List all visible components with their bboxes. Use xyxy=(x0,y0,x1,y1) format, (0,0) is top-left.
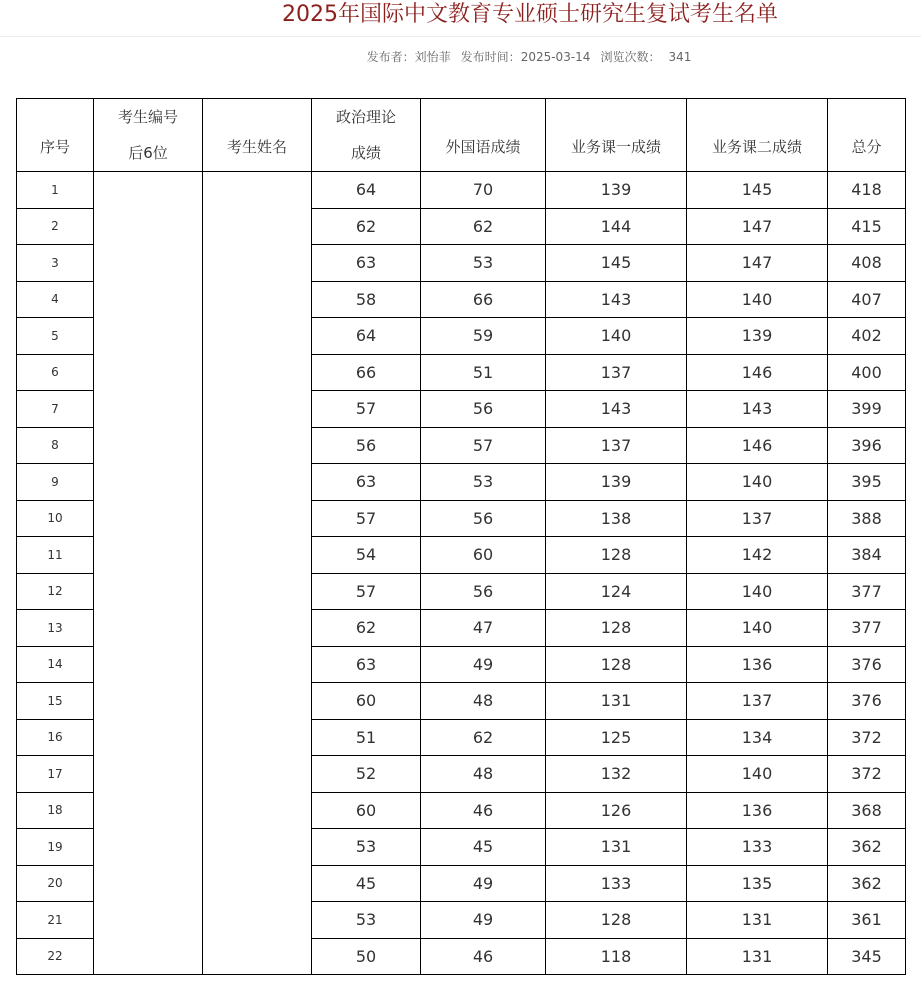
cell-foreign-language-score: 62 xyxy=(421,719,546,756)
table-row xyxy=(17,938,906,975)
cell-total-score: 372 xyxy=(828,756,906,793)
cell-candidate-id xyxy=(94,646,203,683)
cell-candidate-name xyxy=(203,646,312,683)
cell-candidate-id xyxy=(94,829,203,866)
cell-candidate-id xyxy=(94,573,203,610)
cell-seq: 6 xyxy=(17,354,94,391)
cell-candidate-id xyxy=(94,391,203,428)
cell-course-1-score: 139 xyxy=(546,172,687,209)
article-meta xyxy=(0,48,921,65)
table-row xyxy=(17,610,906,647)
table-row xyxy=(17,646,906,683)
cell-course-2-score: 135 xyxy=(687,865,828,902)
cell-foreign-language-score: 56 xyxy=(421,573,546,610)
cell-candidate-id xyxy=(94,756,203,793)
cell-total-score: 376 xyxy=(828,683,906,720)
cell-course-1-score: 138 xyxy=(546,500,687,537)
cell-politics-score: 51 xyxy=(312,719,421,756)
cell-politics-score: 66 xyxy=(312,354,421,391)
cell-politics-score: 62 xyxy=(312,610,421,647)
cell-total-score: 384 xyxy=(828,537,906,574)
cell-politics-score: 63 xyxy=(312,245,421,282)
cell-candidate-name xyxy=(203,610,312,647)
cell-foreign-language-score: 59 xyxy=(421,318,546,355)
cell-total-score: 396 xyxy=(828,427,906,464)
cell-candidate-id xyxy=(94,354,203,391)
table-row xyxy=(17,719,906,756)
cell-candidate-id xyxy=(94,683,203,720)
cell-course-1-score: 128 xyxy=(546,902,687,939)
table-row xyxy=(17,354,906,391)
cell-course-2-score: 137 xyxy=(687,683,828,720)
publisher-label: 发布者： xyxy=(366,50,415,64)
cell-total-score: 408 xyxy=(828,245,906,282)
cell-total-score: 361 xyxy=(828,902,906,939)
cell-candidate-id xyxy=(94,865,203,902)
cell-course-2-score: 140 xyxy=(687,281,828,318)
table-row xyxy=(17,427,906,464)
cell-course-2-score: 147 xyxy=(687,245,828,282)
cell-politics-score: 60 xyxy=(312,683,421,720)
cell-candidate-id xyxy=(94,610,203,647)
header-total: 总分 xyxy=(828,99,906,172)
cell-politics-score: 53 xyxy=(312,829,421,866)
cell-seq: 18 xyxy=(17,792,94,829)
title-divider xyxy=(0,36,921,37)
cell-course-2-score: 133 xyxy=(687,829,828,866)
cell-foreign-language-score: 53 xyxy=(421,245,546,282)
table-row xyxy=(17,683,906,720)
cell-course-1-score: 128 xyxy=(546,537,687,574)
cell-politics-score: 60 xyxy=(312,792,421,829)
cell-candidate-name xyxy=(203,500,312,537)
table-row xyxy=(17,500,906,537)
cell-course-2-score: 140 xyxy=(687,573,828,610)
cell-course-1-score: 131 xyxy=(546,683,687,720)
cell-course-2-score: 139 xyxy=(687,318,828,355)
cell-politics-score: 57 xyxy=(312,573,421,610)
cell-foreign-language-score: 60 xyxy=(421,537,546,574)
cell-candidate-name xyxy=(203,391,312,428)
cell-candidate-name xyxy=(203,683,312,720)
views-label: 浏览次数： xyxy=(600,50,661,64)
header-course-1: 业务课一成绩 xyxy=(546,99,687,172)
table-row xyxy=(17,573,906,610)
cell-candidate-id xyxy=(94,427,203,464)
cell-seq: 8 xyxy=(17,427,94,464)
header-politics-line2: 成绩 xyxy=(350,144,381,162)
cell-candidate-id xyxy=(94,902,203,939)
cell-seq: 2 xyxy=(17,208,94,245)
header-candidate-name: 考生姓名 xyxy=(203,99,312,172)
table-row xyxy=(17,391,906,428)
cell-seq: 11 xyxy=(17,537,94,574)
cell-seq: 22 xyxy=(17,938,94,975)
table-row xyxy=(17,281,906,318)
cell-candidate-name xyxy=(203,719,312,756)
table-row xyxy=(17,756,906,793)
cell-course-2-score: 137 xyxy=(687,500,828,537)
header-politics-line1: 政治理论 xyxy=(335,108,396,126)
cell-candidate-name xyxy=(203,537,312,574)
cell-candidate-id xyxy=(94,245,203,282)
cell-foreign-language-score: 53 xyxy=(421,464,546,501)
table-row xyxy=(17,537,906,574)
cell-candidate-name xyxy=(203,245,312,282)
cell-seq: 3 xyxy=(17,245,94,282)
cell-course-2-score: 136 xyxy=(687,646,828,683)
cell-foreign-language-score: 56 xyxy=(421,500,546,537)
cell-seq: 10 xyxy=(17,500,94,537)
cell-course-1-score: 132 xyxy=(546,756,687,793)
cell-course-2-score: 131 xyxy=(687,938,828,975)
table-row xyxy=(17,464,906,501)
page-title: 2025年国际中文教育专业硕士研究生复试考生名单 xyxy=(282,2,778,27)
cell-candidate-id xyxy=(94,792,203,829)
cell-foreign-language-score: 46 xyxy=(421,938,546,975)
cell-politics-score: 62 xyxy=(312,208,421,245)
cell-politics-score: 56 xyxy=(312,427,421,464)
cell-candidate-id xyxy=(94,537,203,574)
cell-course-1-score: 133 xyxy=(546,865,687,902)
cell-seq: 21 xyxy=(17,902,94,939)
cell-course-1-score: 126 xyxy=(546,792,687,829)
table-row xyxy=(17,865,906,902)
cell-total-score: 415 xyxy=(828,208,906,245)
table-body xyxy=(17,172,906,975)
cell-course-2-score: 134 xyxy=(687,719,828,756)
cell-total-score: 345 xyxy=(828,938,906,975)
cell-politics-score: 63 xyxy=(312,464,421,501)
table-row xyxy=(17,792,906,829)
cell-foreign-language-score: 49 xyxy=(421,902,546,939)
header-row xyxy=(17,99,906,172)
cell-politics-score: 57 xyxy=(312,500,421,537)
header-foreign-language: 外国语成绩 xyxy=(421,99,546,172)
cell-candidate-name xyxy=(203,427,312,464)
cell-total-score: 399 xyxy=(828,391,906,428)
cell-course-1-score: 124 xyxy=(546,573,687,610)
cell-candidate-name xyxy=(203,865,312,902)
cell-candidate-id xyxy=(94,464,203,501)
cell-politics-score: 64 xyxy=(312,318,421,355)
cell-foreign-language-score: 57 xyxy=(421,427,546,464)
cell-total-score: 368 xyxy=(828,792,906,829)
cell-course-1-score: 140 xyxy=(546,318,687,355)
header-course-2: 业务课二成绩 xyxy=(687,99,828,172)
table-row xyxy=(17,902,906,939)
cell-candidate-name xyxy=(203,756,312,793)
cell-candidate-name xyxy=(203,829,312,866)
cell-politics-score: 57 xyxy=(312,391,421,428)
cell-course-1-score: 137 xyxy=(546,354,687,391)
cell-course-2-score: 146 xyxy=(687,427,828,464)
cell-candidate-id xyxy=(94,172,203,209)
cell-foreign-language-score: 46 xyxy=(421,792,546,829)
cell-course-2-score: 142 xyxy=(687,537,828,574)
cell-course-1-score: 128 xyxy=(546,646,687,683)
cell-foreign-language-score: 45 xyxy=(421,829,546,866)
cell-course-1-score: 125 xyxy=(546,719,687,756)
header-candidate-id-line2: 后6位 xyxy=(128,144,168,162)
cell-candidate-id xyxy=(94,318,203,355)
header-candidate-id-line1: 考生编号 xyxy=(117,108,178,126)
cell-total-score: 362 xyxy=(828,829,906,866)
cell-politics-score: 63 xyxy=(312,646,421,683)
cell-course-2-score: 143 xyxy=(687,391,828,428)
cell-candidate-name xyxy=(203,902,312,939)
candidate-score-table xyxy=(16,98,906,975)
table-row xyxy=(17,172,906,209)
cell-course-2-score: 136 xyxy=(687,792,828,829)
cell-candidate-id xyxy=(94,281,203,318)
cell-course-1-score: 145 xyxy=(546,245,687,282)
cell-total-score: 400 xyxy=(828,354,906,391)
cell-candidate-name xyxy=(203,354,312,391)
cell-candidate-name xyxy=(203,172,312,209)
cell-politics-score: 53 xyxy=(312,902,421,939)
cell-total-score: 402 xyxy=(828,318,906,355)
cell-total-score: 395 xyxy=(828,464,906,501)
cell-foreign-language-score: 48 xyxy=(421,683,546,720)
cell-candidate-name xyxy=(203,318,312,355)
table-header xyxy=(17,99,906,172)
cell-candidate-id xyxy=(94,938,203,975)
cell-total-score: 418 xyxy=(828,172,906,209)
cell-seq: 15 xyxy=(17,683,94,720)
cell-candidate-id xyxy=(94,500,203,537)
cell-politics-score: 64 xyxy=(312,172,421,209)
cell-candidate-name xyxy=(203,792,312,829)
cell-course-1-score: 137 xyxy=(546,427,687,464)
cell-foreign-language-score: 47 xyxy=(421,610,546,647)
cell-seq: 7 xyxy=(17,391,94,428)
cell-seq: 9 xyxy=(17,464,94,501)
cell-candidate-id xyxy=(94,719,203,756)
cell-total-score: 362 xyxy=(828,865,906,902)
publish-time-label: 发布时间： xyxy=(460,50,521,64)
cell-seq: 17 xyxy=(17,756,94,793)
cell-candidate-name xyxy=(203,464,312,501)
cell-course-2-score: 147 xyxy=(687,208,828,245)
cell-seq: 20 xyxy=(17,865,94,902)
cell-foreign-language-score: 70 xyxy=(421,172,546,209)
cell-course-2-score: 140 xyxy=(687,756,828,793)
cell-seq: 4 xyxy=(17,281,94,318)
cell-course-1-score: 131 xyxy=(546,829,687,866)
cell-total-score: 376 xyxy=(828,646,906,683)
cell-candidate-name xyxy=(203,573,312,610)
cell-seq: 19 xyxy=(17,829,94,866)
cell-seq: 16 xyxy=(17,719,94,756)
cell-seq: 5 xyxy=(17,318,94,355)
cell-total-score: 388 xyxy=(828,500,906,537)
cell-total-score: 372 xyxy=(828,719,906,756)
cell-total-score: 377 xyxy=(828,573,906,610)
cell-course-2-score: 145 xyxy=(687,172,828,209)
cell-course-2-score: 146 xyxy=(687,354,828,391)
cell-course-1-score: 144 xyxy=(546,208,687,245)
cell-foreign-language-score: 51 xyxy=(421,354,546,391)
cell-course-1-score: 139 xyxy=(546,464,687,501)
cell-foreign-language-score: 49 xyxy=(421,646,546,683)
publish-time-value: 2025-03-14 xyxy=(520,50,591,64)
table-row xyxy=(17,318,906,355)
cell-foreign-language-score: 56 xyxy=(421,391,546,428)
cell-foreign-language-score: 66 xyxy=(421,281,546,318)
header-candidate-id xyxy=(94,99,203,172)
cell-foreign-language-score: 48 xyxy=(421,756,546,793)
cell-course-2-score: 140 xyxy=(687,464,828,501)
cell-course-1-score: 128 xyxy=(546,610,687,647)
cell-seq: 1 xyxy=(17,172,94,209)
cell-politics-score: 45 xyxy=(312,865,421,902)
cell-candidate-name xyxy=(203,208,312,245)
table-row xyxy=(17,245,906,282)
cell-course-2-score: 131 xyxy=(687,902,828,939)
cell-total-score: 407 xyxy=(828,281,906,318)
cell-course-1-score: 143 xyxy=(546,391,687,428)
cell-seq: 14 xyxy=(17,646,94,683)
cell-course-1-score: 143 xyxy=(546,281,687,318)
cell-foreign-language-score: 62 xyxy=(421,208,546,245)
cell-politics-score: 58 xyxy=(312,281,421,318)
table-row xyxy=(17,208,906,245)
table-row xyxy=(17,829,906,866)
header-politics xyxy=(312,99,421,172)
cell-candidate-name xyxy=(203,938,312,975)
cell-seq: 13 xyxy=(17,610,94,647)
publisher-value: 刘怡菲 xyxy=(414,50,451,64)
cell-politics-score: 52 xyxy=(312,756,421,793)
cell-total-score: 377 xyxy=(828,610,906,647)
cell-foreign-language-score: 49 xyxy=(421,865,546,902)
header-seq: 序号 xyxy=(17,99,94,172)
cell-course-2-score: 140 xyxy=(687,610,828,647)
views-count: 341 xyxy=(668,50,692,64)
cell-seq: 12 xyxy=(17,573,94,610)
cell-candidate-id xyxy=(94,208,203,245)
cell-course-1-score: 118 xyxy=(546,938,687,975)
cell-politics-score: 54 xyxy=(312,537,421,574)
cell-politics-score: 50 xyxy=(312,938,421,975)
cell-candidate-name xyxy=(203,281,312,318)
